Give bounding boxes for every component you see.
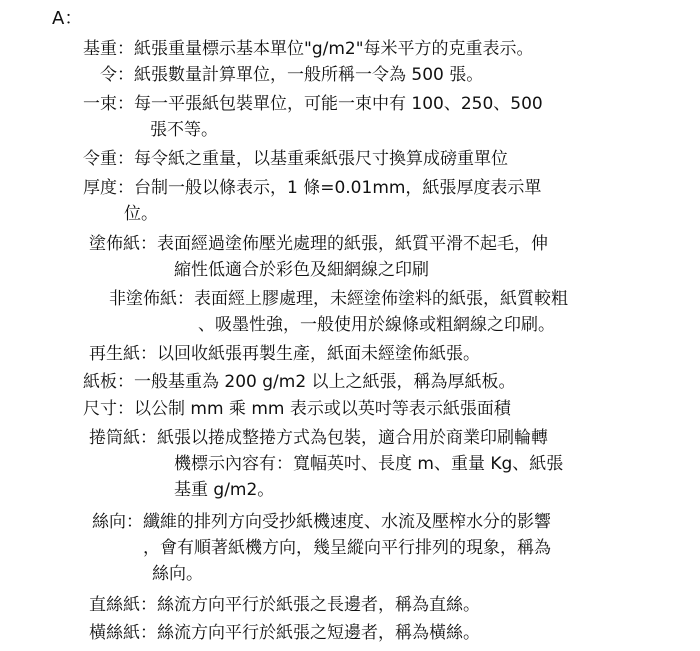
definition-text: 每令紙之重量，以基重乘紙張尺寸換算成磅重單位: [134, 149, 508, 169]
definition-text-cont: 、吸墨性強，一般使用於線條或粗網線之印刷。: [198, 315, 555, 335]
term-label: 捲筒紙：: [89, 428, 157, 448]
definition-text: 以回收紙張再製生產，紙面未經塗佈紙張。: [157, 344, 480, 364]
term-label: 厚度：: [83, 178, 134, 198]
term-label: 橫絲紙：: [89, 623, 157, 643]
term-label: 紙板：: [83, 372, 134, 392]
definition-text: 紙張數量計算單位，一般所稱一令為 500 張。: [134, 65, 484, 85]
definition-text-cont: 位。: [124, 204, 158, 224]
definition-text-cont: 機標示內容有：寬幅英吋、長度 m、重量 Kg、紙張: [174, 454, 564, 474]
term-label: 令重：: [83, 149, 134, 169]
term-label: 尺寸：: [83, 399, 134, 419]
definition-text: 紙張重量標示基本單位"g/m2"每米平方的克重表示。: [134, 39, 534, 59]
term-label: 直絲紙：: [89, 595, 157, 615]
term-label: 塗佈紙：: [89, 234, 157, 254]
term-label: 令：: [100, 65, 134, 85]
term-label: 非塗佈紙：: [109, 289, 194, 309]
definition-text: 絲流方向平行於紙張之短邊者，稱為橫絲。: [157, 623, 480, 643]
definition-text-cont: 縮性低適合於彩色及細網線之印刷: [174, 260, 429, 280]
term-label: 再生紙：: [89, 344, 157, 364]
definition-text-cont: 基重 g/m2。: [174, 480, 275, 500]
definition-text-cont: 張不等。: [150, 120, 218, 140]
definition-text-cont: 絲向。: [152, 564, 203, 584]
term-label: 基重：: [83, 39, 134, 59]
term-label: 絲向：: [92, 512, 143, 532]
section-heading: A：: [52, 8, 83, 29]
definition-text: 纖維的排列方向受抄紙機速度、水流及壓榨水分的影響: [143, 512, 551, 532]
definition-text: 絲流方向平行於紙張之長邊者，稱為直絲。: [157, 595, 480, 615]
definition-text-cont: ，會有順著紙機方向，幾呈縱向平行排列的現象，稱為: [143, 538, 551, 558]
definition-text: 紙張以捲成整捲方式為包裝，適合用於商業印刷輪轉: [157, 428, 548, 448]
term-label: 一束：: [83, 94, 134, 114]
definition-text: 表面經過塗佈壓光處理的紙張，紙質平滑不起毛，伸: [157, 234, 548, 254]
definition-text: 每一平張紙包裝單位，可能一束中有 100、250、500: [134, 94, 543, 114]
definition-text: 一般基重為 200 g/m2 以上之紙張，稱為厚紙板。: [134, 372, 516, 392]
definition-text: 台制一般以條表示，1 條=0.01mm，紙張厚度表示單: [134, 178, 542, 198]
definition-text: 表面經上膠處理，未經塗佈塗料的紙張，紙質較粗: [194, 289, 568, 309]
definition-text: 以公制 mm 乘 mm 表示或以英吋等表示紙張面積: [134, 399, 511, 419]
